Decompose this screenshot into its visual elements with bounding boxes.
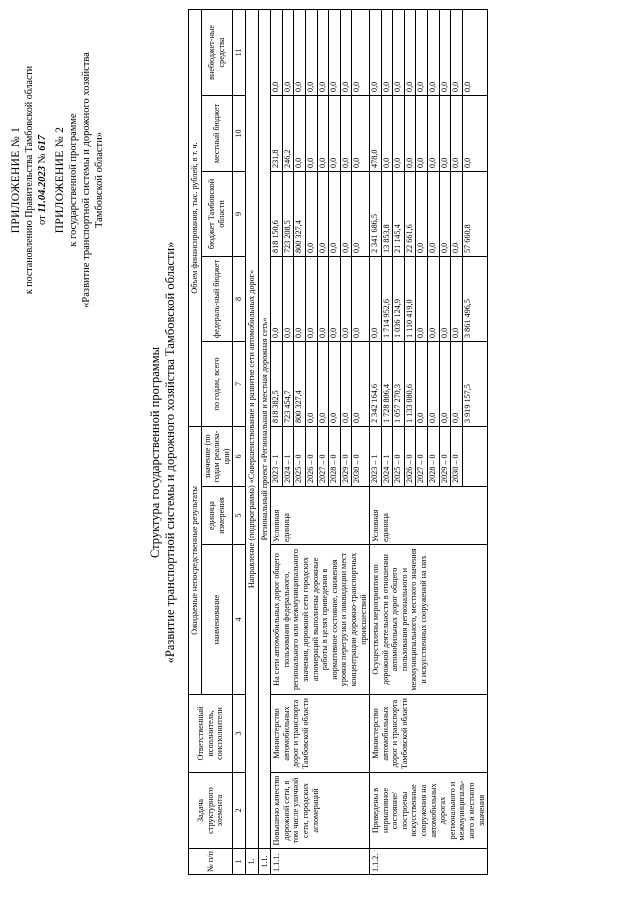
number-prefix: № [37, 153, 48, 164]
year-value: 2029 – 0 [341, 427, 353, 486]
row-total-values [271, 341, 370, 426]
local-value: 0,0 [294, 96, 306, 171]
year-value: 2025 – 0 [393, 427, 405, 486]
col-header-total: по годам, всего [201, 341, 233, 426]
decree-number: 617 [37, 134, 48, 151]
federal-value: 0,0 [428, 257, 440, 341]
title-line1: Структура государственной программы [148, 346, 162, 559]
year-value-blank [463, 427, 474, 486]
regional-value: 0,0 [329, 172, 341, 256]
program-name-line2: Тамбовской области» [94, 131, 105, 229]
extra-value: 0,0 [352, 81, 362, 92]
total-value: 0,0 [306, 342, 318, 426]
program-structure-table [188, 9, 488, 875]
date-prefix: от [37, 215, 48, 226]
year-value: 2026 – 0 [405, 427, 417, 486]
total-value: 0,0 [416, 342, 428, 426]
regional-value: 13 853,8 [382, 172, 394, 256]
section-num: 1. [245, 849, 258, 875]
federal-value: 0,0 [440, 257, 452, 341]
row-executor: Министерство автомобильных дорог и транспорта Тамбовской области [271, 695, 370, 773]
col-header-regional: бюджет Тамбовской области [201, 171, 233, 256]
year-value: 2027 – 0 [416, 427, 428, 486]
local-value: 0,0 [393, 96, 405, 171]
total-value: 723 454,7 [283, 342, 295, 426]
year-value: 2025 – 0 [294, 427, 306, 486]
section-title: Региональный проект «Региональная и местная дорожная сеть» [258, 9, 271, 848]
extra-value: 0,0 [382, 10, 394, 95]
row-year-values [271, 426, 370, 486]
extra-value: 0,0 [405, 10, 417, 95]
col-number: 6 [233, 426, 246, 486]
row-executor: Министерство автомобильных дорог и транспорта Тамбовской области [370, 695, 488, 773]
section-row-1-1 [258, 9, 271, 874]
total-value: 1 728 806,4 [382, 342, 394, 426]
to-program-label: к государственной программе [68, 113, 79, 247]
title-line2: «Развитие транспортной системы и дорожного хозяйства Тамбовской области» [163, 241, 177, 664]
row-unit: Условная единица [370, 487, 488, 545]
local-value: 0,0 [416, 96, 428, 171]
year-value: 2029 – 0 [440, 427, 452, 486]
year-value: 2030 – 0 [451, 427, 463, 486]
total-value: 0,0 [428, 342, 440, 426]
document-title [148, 100, 178, 805]
col-header-results-group: Ожидаемые непосредственные результаты [189, 426, 202, 694]
col-number: 4 [233, 545, 246, 695]
extra-value: 0,0 [341, 10, 353, 95]
col-header-result-value: значение (по годам реализа-ции) [201, 426, 233, 486]
total-value: 0,0 [352, 412, 362, 423]
header-row-1 [189, 9, 202, 874]
regional-value: 723 208,5 [283, 172, 295, 256]
year-value: 2023 – 1 [370, 427, 382, 486]
table-row [370, 9, 488, 874]
regional-value: 0,0 [352, 242, 362, 253]
col-number: 5 [233, 487, 246, 545]
local-value: 231,8 [271, 96, 283, 171]
total-value: 1 057 270,3 [393, 342, 405, 426]
row-result: На сети автомобильных дорог общего пользования федерального, регионального или межмуниципального значения, дорожной сети городских агломераций выполнены дорожные работы в целях приведения в нормативное состояние, снижения уровня перегрузки и ликвидации мест концентрации дорожно-транспортных происшествий [271, 545, 370, 695]
federal-value: 0,0 [283, 257, 295, 341]
federal-value: 0,0 [318, 257, 330, 341]
regional-value: 818 150,6 [271, 172, 283, 256]
row-regional-values [271, 171, 370, 256]
row-regional-values [370, 171, 488, 256]
row-local-values [271, 95, 370, 171]
federal-value: 0,0 [451, 257, 463, 341]
local-value: 0,0 [318, 96, 330, 171]
total-value: 0,0 [341, 342, 353, 426]
row-task: Приведены в нормативное состояние/ построены искусственные сооружения на автомобильных дорогах регионального и межмуниципаль-ного и местного значения [370, 773, 488, 849]
col-number: 8 [233, 256, 246, 341]
extra-value: 0,0 [428, 10, 440, 95]
col-number: 1 [233, 849, 246, 875]
col-header-executor: Ответственный исполнитель, соисполнители [189, 695, 233, 773]
regional-value: 0,0 [440, 172, 452, 256]
extra-value: 0,0 [329, 10, 341, 95]
local-value: 0,0 [306, 96, 318, 171]
col-header-result-unit: единица измерения [201, 487, 233, 545]
local-value: 0,0 [440, 96, 452, 171]
regional-value: 0,0 [318, 172, 330, 256]
col-header-task: Задача структурного элемента [189, 773, 233, 849]
total-value: 0,0 [329, 342, 341, 426]
row-federal-values [370, 256, 488, 341]
local-value: 0,0 [428, 96, 440, 171]
extra-value: 0,0 [393, 10, 405, 95]
appendix-header [10, 15, 106, 345]
federal-value: 0,0 [341, 257, 353, 341]
federal-value: 1 110 419,0 [405, 257, 417, 341]
local-value: 0,0 [451, 96, 463, 171]
row-extra-values [370, 9, 488, 95]
year-value: 2028 – 0 [428, 427, 440, 486]
regional-value: 0,0 [306, 172, 318, 256]
extra-value: 0,0 [416, 10, 428, 95]
year-value: 2023 – 1 [271, 427, 283, 486]
extra-value: 0,0 [294, 10, 306, 95]
local-value: 246,2 [283, 96, 295, 171]
row-num: 1.1.1. [271, 849, 370, 875]
appendix1-label: ПРИЛОЖЕНИЕ № 1 [10, 126, 22, 234]
row-year-values [370, 426, 488, 486]
row-local-values [370, 95, 488, 171]
regional-value: 800 327,4 [294, 172, 306, 256]
col-header-result-name: наименование [201, 545, 233, 695]
federal-value: 1 714 952,6 [382, 257, 394, 341]
table-row [271, 9, 370, 874]
col-number: 11 [233, 9, 246, 95]
extra-value: 0,0 [306, 10, 318, 95]
column-number-row [233, 9, 246, 874]
col-header-num: № п/п [189, 849, 233, 875]
year-value: 2027 – 0 [318, 427, 330, 486]
section-row-1 [245, 9, 258, 874]
local-value: 0,0 [341, 96, 353, 171]
extra-value: 0,0 [370, 10, 382, 95]
decree-date: 11.04.2023 [37, 166, 48, 213]
row-unit: Условная единица [271, 487, 370, 545]
total-value: 2 342 164,6 [370, 342, 382, 426]
federal-value: 0,0 [370, 257, 382, 341]
row-total-values [370, 341, 488, 426]
col-header-local: местный бюджет [201, 95, 233, 171]
local-value: 478,0 [370, 96, 382, 171]
row-num: 1.1.2. [370, 849, 488, 875]
local-value: 0,0 [405, 96, 417, 171]
total-value: 818 382,5 [271, 342, 283, 426]
col-number: 10 [233, 95, 246, 171]
year-value: 2028 – 0 [329, 427, 341, 486]
total-summary-value: 3 919 157,5 [462, 384, 472, 423]
extra-value: 0,0 [318, 10, 330, 95]
regional-value: 0,0 [451, 172, 463, 256]
year-value: 2030 – 0 [352, 454, 362, 483]
decree-date-line [36, 15, 49, 345]
col-number: 3 [233, 695, 246, 773]
row-federal-values [271, 256, 370, 341]
col-header-federal: федераль-ный бюджет [201, 256, 233, 341]
year-value: 2024 – 1 [283, 427, 295, 486]
col-number: 7 [233, 341, 246, 426]
extra-summary-value: 0,0 [462, 81, 472, 92]
extra-value: 0,0 [440, 10, 452, 95]
federal-value: 0,0 [271, 257, 283, 341]
col-number: 2 [233, 773, 246, 849]
col-header-extra: внебюджет-ные средства [201, 9, 233, 95]
local-value: 0,0 [329, 96, 341, 171]
regional-value: 0,0 [416, 172, 428, 256]
col-header-finance-group: Объем финансирования, тыс. рублей, в т. ч. [189, 9, 202, 426]
extra-value: 0,0 [283, 10, 295, 95]
regional-value: 0,0 [341, 172, 353, 256]
total-value: 0,0 [318, 342, 330, 426]
total-value: 800 327,4 [294, 342, 306, 426]
extra-value: 0,0 [271, 10, 283, 95]
federal-value: 1 036 124,9 [393, 257, 405, 341]
extra-value: 0,0 [451, 10, 463, 95]
regional-value: 0,0 [428, 172, 440, 256]
local-summary-value: 0,0 [462, 157, 472, 168]
federal-value: 0,0 [352, 327, 362, 338]
regional-summary-value: 57 660,8 [462, 224, 472, 253]
local-value: 0,0 [382, 96, 394, 171]
federal-summary-value: 3 861 496,5 [462, 299, 472, 338]
appendix2-label: ПРИЛОЖЕНИЕ № 2 [54, 126, 66, 234]
total-value: 0,0 [451, 342, 463, 426]
row-extra-values [271, 9, 370, 95]
total-value: 0,0 [440, 342, 452, 426]
section-title: Направление (подпрограмма) «Совершенствование и развитие сети автомобильных дорог» [245, 9, 258, 848]
row-task: Повышено качество дорожной сети, в том числе уличной сети, городских агломераций [271, 773, 370, 849]
regional-value: 21 145,4 [393, 172, 405, 256]
federal-value: 0,0 [306, 257, 318, 341]
decree-line: к постановлению Правительства Тамбовской области [24, 65, 35, 295]
federal-value: 0,0 [416, 257, 428, 341]
program-name-line1: «Развитие транспортной системы и дорожного хозяйства [81, 52, 92, 308]
regional-value: 2 341 686,5 [370, 172, 382, 256]
row-result: Осуществлены мероприятия по дорожной деятельности в отношении автомобильных дорог общего пользования регионального и межмуниципального, местного значения и искусственных сооружений на них [370, 545, 488, 695]
local-value: 0,0 [352, 157, 362, 168]
section-num: 1.1. [258, 849, 271, 875]
total-value: 1 133 080,6 [405, 342, 417, 426]
col-number: 9 [233, 171, 246, 256]
federal-value: 0,0 [329, 257, 341, 341]
year-value: 2026 – 0 [306, 427, 318, 486]
year-value: 2024 – 1 [382, 427, 394, 486]
regional-value: 22 661,6 [405, 172, 417, 256]
federal-value: 0,0 [294, 257, 306, 341]
